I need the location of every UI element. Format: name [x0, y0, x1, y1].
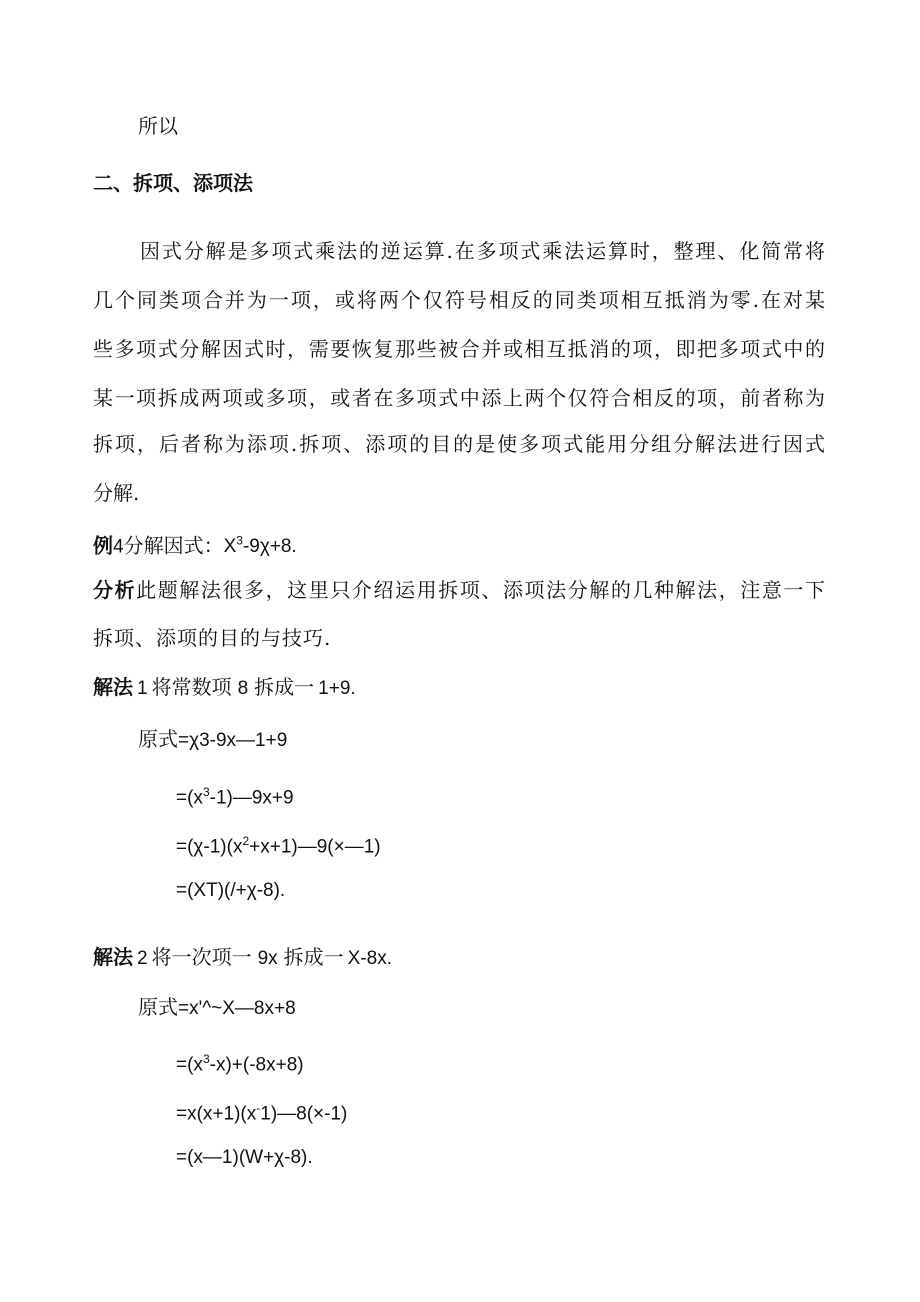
intro-line-4: 某一项拆成两项或多项，或者在多项式中添上两个仅符合相反的项，前者称为 — [93, 386, 826, 410]
example-expression: $X^3-9\chi+8$. — [223, 534, 297, 558]
method-2-step-2: =x(x+1)(x-1)—8(×-1) — [176, 1101, 348, 1125]
intro-line-1: 因式分解是多项式乘法的逆运算.在多项式乘法运算时，整理、化简常将 — [140, 239, 826, 263]
method-2-start: 原式=x'^~X—8x+8 — [138, 995, 296, 1019]
method-1-heading: 解法 1 将常数项 8 拆成一 1+9. — [93, 675, 356, 699]
analysis-label: 分析 — [93, 578, 137, 602]
intro-line-3: 些多项式分解因式时，需要恢复那些被合并或相互抵消的项，即把多项式中的 — [93, 337, 826, 361]
example-text: 分解因式： — [123, 533, 224, 558]
method-1-step-2: $=(\chi-1)(x^2+x+1)—9(\times—1)$ — [176, 834, 381, 858]
method-1-step-3: =(XT)(/+χ-8). — [176, 880, 286, 901]
method-1-step-1: $=(x^3-1)—9x+9$ — [176, 785, 294, 809]
intro-line-2: 几个同类项合并为一项，或将两个仅符号相反的同类项相互抵消为零.在对某 — [93, 288, 826, 312]
method-1-start: 原式=χ3-9x—1+9 — [138, 727, 288, 751]
method-2-step-3: =(x—1)(W+χ-8). — [176, 1147, 313, 1168]
analysis-line-2: 拆项、添项的目的与技巧. — [93, 626, 332, 650]
so-line: 所以 — [138, 114, 178, 138]
method-2-step-1: $=(x^3-x)+(-8x+8)$ — [176, 1052, 304, 1076]
example-label: 例 — [93, 533, 113, 558]
method-2-heading: 解法 2 将一次项一 9x 拆成一 X-8x. — [93, 945, 393, 969]
intro-line-5: 拆项，后者称为添项.拆项、添项的目的是使多项式能用分组分解法进行因式 — [93, 432, 826, 456]
intro-line-6: 分解. — [93, 481, 140, 505]
section-heading: 二、拆项、添项法 — [93, 171, 253, 195]
example-number: 4 — [113, 536, 124, 558]
example-4-line — [93, 529, 297, 559]
analysis-line-1: 分析此题解法很多，这里只介绍运用拆项、添项法分解的几种解法，注意一下 — [93, 578, 827, 602]
